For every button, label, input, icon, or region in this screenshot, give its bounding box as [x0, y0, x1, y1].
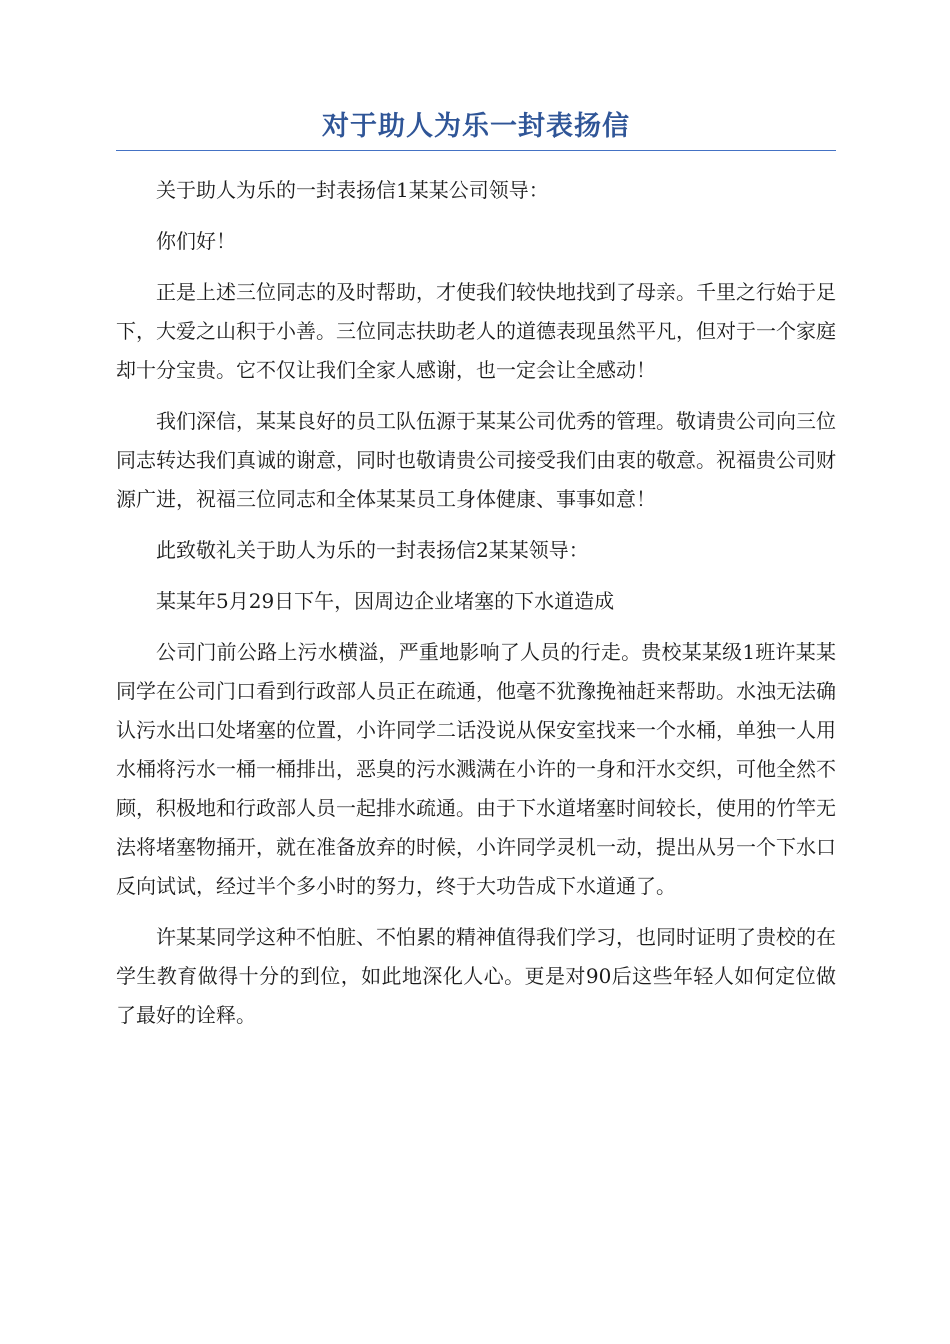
paragraph-body: 公司门前公路上污水横溢，严重地影响了人员的行走。贵校某某级1班许某某同学在公司门口看到行政部人员正在疏通，他毫不犹豫挽袖赶来帮助。水浊无法确认污水出口处堵塞的位置，小许同学二话没说从保安室找来一个水桶，单独一人用水桶将污水一桶一桶排出，恶臭的污水溅满在小许的一身和汗水交织，可他全然不顾，积极地和行政部人员一起排水疏通。由于下水道堵塞时间较长，使用的竹竿无法将堵塞物捅开，就在准备放弃的时候，小许同学灵机一动，提出从另一个下水口反向试试，经过半个多小时的努力，终于大功告成下水道通了。	[116, 640, 836, 898]
paragraph-salutation: 关于助人为乐的一封表扬信1某某公司领导：	[156, 178, 549, 202]
document-title: 对于助人为乐一封表扬信	[322, 111, 630, 142]
paragraph-body: 许某某同学这种不怕脏、不怕累的精神值得我们学习，也同时证明了贵校的在学生教育做得十分的到位，如此地深化人心。更是对90后这些年轻人如何定位做了最好的诠释。	[116, 925, 836, 1027]
paragraph-closing: 此致敬礼关于助人为乐的一封表扬信2某某领导：	[156, 538, 589, 562]
title-underline	[116, 150, 836, 151]
document-page	[116, 110, 836, 1047]
paragraph-body: 我们深信，某某良好的员工队伍源于某某公司优秀的管理。敬请贵公司向三位同志转达我们真诚的谢意，同时也敬请贵公司接受我们由衷的敬意。祝福贵公司财源广进，祝福三位同志和全体某某员工身体健康、事事如意！	[116, 409, 836, 511]
paragraph-greeting: 你们好！	[156, 229, 236, 253]
paragraph-body: 某某年5月29日下午，因周边企业堵塞的下水道造成	[156, 589, 615, 613]
paragraph-body: 正是上述三位同志的及时帮助，才使我们较快地找到了母亲。千里之行始于足下，大爱之山积于小善。三位同志扶助老人的道德表现虽然平凡，但对于一个家庭却十分宝贵。它不仅让我们全家人感谢，也一定会让全感动！	[116, 280, 836, 382]
